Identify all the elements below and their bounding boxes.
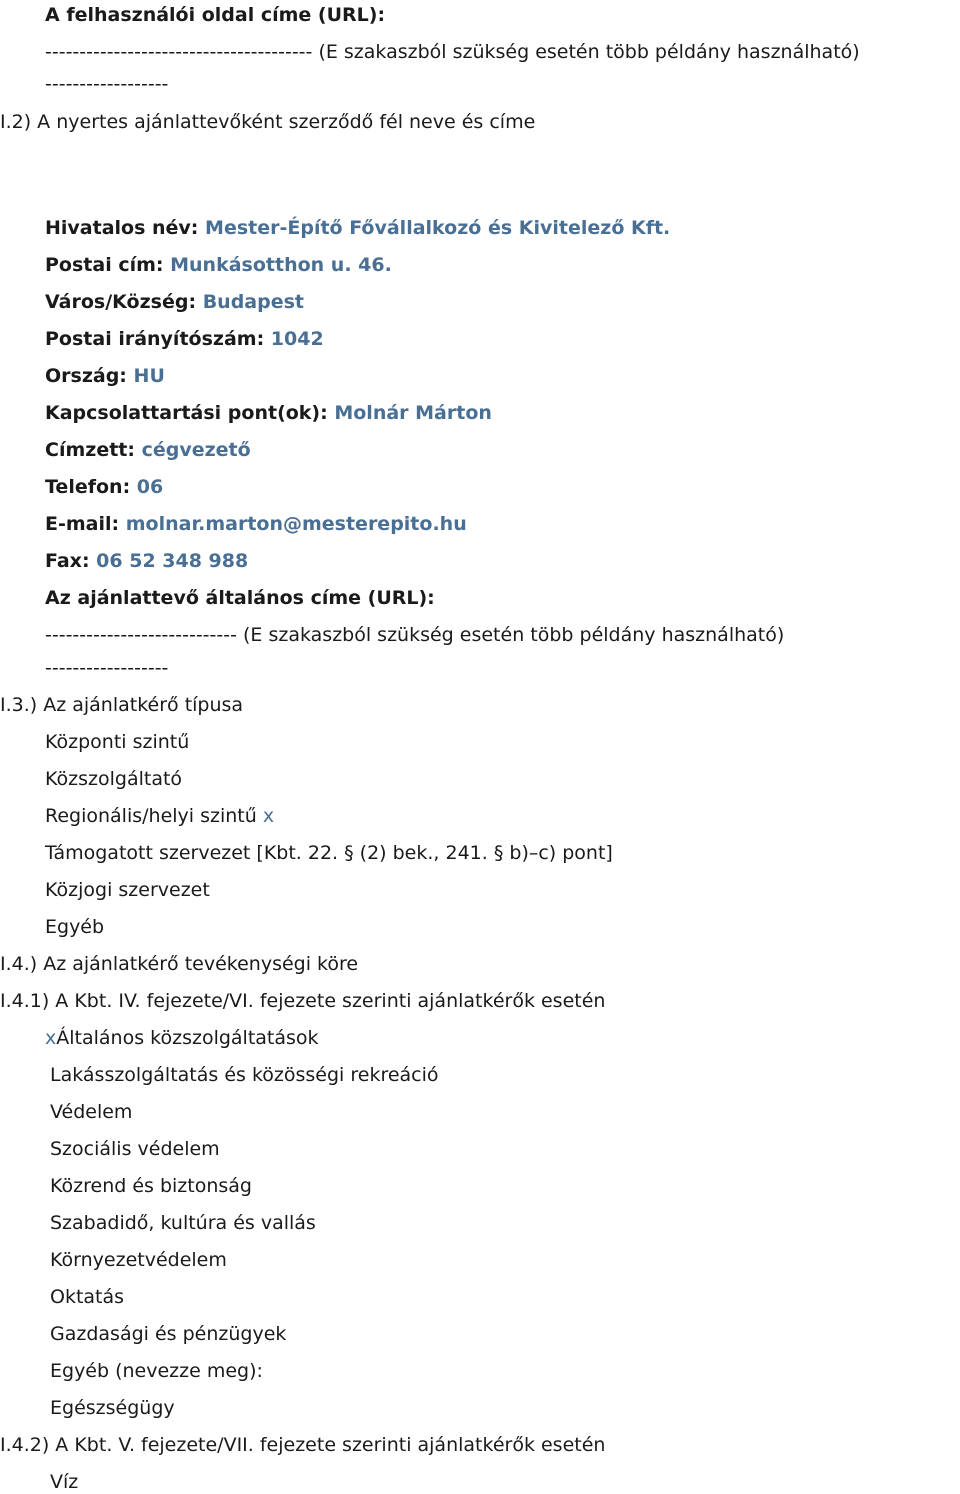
country-row [45,364,165,388]
multi-instance-note-2: (E szakaszból szükség esetén több példány használható) [243,624,785,646]
postal-address-value: Munkásotthon u. 46. [170,254,392,276]
section-i41-title: I.4.1) A Kbt. IV. fejezete/VI. fejezete szerinti ajánlatkérők esetén [0,990,606,1012]
city-row [45,290,304,314]
contact-value: Molnár Márton [334,402,492,424]
separator-line [45,40,860,64]
contact-row [45,401,492,425]
activity-general-row [45,1026,319,1050]
activity-leisure: Szabadidő, kultúra és vallás [50,1212,316,1234]
type-supported-org: Támogatott szervezet [Kbt. 22. § (2) bek., 241. § b)–c) pont] [45,842,613,864]
section-i2-title: I.2) A nyertes ajánlattevőként szerződő fél neve és címe [0,111,536,133]
activity-environment: Környezetvédelem [50,1249,227,1271]
postal-address-label: Postai cím: [45,254,164,276]
phone-label: Telefon: [45,476,131,498]
postcode-label: Postai irányítószám: [45,328,265,350]
activity-other: Egyéb (nevezze meg): [50,1360,263,1382]
section-i4-title: I.4.) Az ajánlatkérő tevékenységi köre [0,953,359,975]
city-label: Város/Község: [45,291,197,313]
type-other: Egyéb [45,916,105,938]
addressee-row [45,438,251,462]
fax-label: Fax: [45,550,90,572]
official-name-row [45,216,670,240]
dash-separator: --------------------------------------- [45,41,313,63]
activity-water: Víz [50,1471,79,1493]
postcode-row [45,327,324,351]
activity-health: Egészségügy [50,1397,175,1419]
dash-separator-medium: ---------------------------- [45,624,237,646]
type-public-utility: Közszolgáltató [45,768,183,790]
activity-public-order: Közrend és biztonság [50,1175,252,1197]
addressee-label: Címzett: [45,439,135,461]
section-i42-title: I.4.2) A Kbt. V. fejezete/VII. fejezete szerinti ajánlatkérők esetén [0,1434,606,1456]
city-value: Budapest [202,291,304,313]
contact-label: Kapcsolattartási pont(ok): [45,402,328,424]
activity-education: Oktatás [50,1286,125,1308]
email-row [45,512,467,536]
multi-instance-note: (E szakaszból szükség esetén több példány használható) [318,41,860,63]
phone-value: 06 [136,476,164,498]
general-url-label: Az ajánlattevő általános címe (URL): [45,587,435,609]
phone-row [45,475,163,499]
official-name-value: Mester-Építő Fővállalkozó és Kivitelező Kft. [205,217,671,239]
activity-housing: Lakásszolgáltatás és közösségi rekreáció [50,1064,439,1086]
addressee-value: cégvezető [141,439,251,461]
activity-defence: Védelem [50,1101,133,1123]
activity-social: Szociális védelem [50,1138,220,1160]
dash-separator-short-2: ------------------ [45,657,169,679]
activity-general: Általános közszolgáltatások [56,1027,319,1049]
official-name-label: Hivatalos név: [45,217,199,239]
fax-row [45,549,248,573]
selected-mark: x [262,805,275,827]
postal-address-row [45,253,392,277]
separator-line-2 [45,623,784,647]
user-url-label: A felhasználói oldal címe (URL): [45,4,386,26]
country-label: Ország: [45,365,127,387]
type-public-law-body: Közjogi szervezet [45,879,210,901]
section-i3-title: I.3.) Az ajánlatkérő típusa [0,694,244,716]
type-central: Központi szintű [45,731,190,753]
activity-economy: Gazdasági és pénzügyek [50,1323,287,1345]
email-value[interactable]: molnar.marton@mesterepito.hu [125,513,467,535]
activity-selected-mark: x [45,1027,57,1049]
postcode-value: 1042 [270,328,324,350]
type-regional-row [45,804,274,828]
dash-separator-short: ------------------ [45,73,169,95]
country-value: HU [133,365,165,387]
fax-value: 06 52 348 988 [96,550,249,572]
type-regional: Regionális/helyi szintű [45,805,257,827]
email-label: E-mail: [45,513,120,535]
